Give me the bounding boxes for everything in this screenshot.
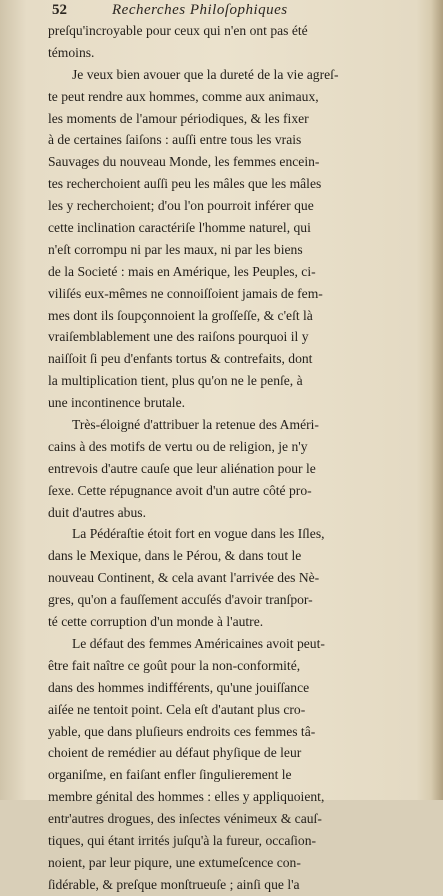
text-line: preſqu'incroyable pour ceux qui n'en ont pas été (48, 23, 308, 38)
text-line: choient de remédier au défaut phyſique de leur (48, 745, 302, 761)
text-line: té cette corruption d'un monde à l'autre. (48, 614, 264, 630)
text-line: vraiſemblablement une des raiſons pourquoi il y (48, 329, 309, 345)
text-line: à de certaines ſaiſons : auſſi entre tous les vrais (48, 132, 302, 148)
text-line: une incontinence brutale. (48, 395, 186, 411)
text-line: entrevois d'autre cauſe que leur aliénation pour le (48, 460, 316, 476)
text-line: tiques, qui étant irrités juſqu'à la fureur, occaſion- (48, 832, 317, 848)
text-line: viliſés eux-mêmes ne connoiſſoient jamais de fem- (48, 285, 323, 301)
text-line: dans le Mexique, dans le Pérou, & dans tout le (48, 548, 302, 564)
running-title: Recherches Philoſophiques (112, 2, 288, 18)
text-line: ſidérable, & preſque monſtrueuſe ; ainſi que l'a (48, 876, 300, 892)
text-line: te peut rendre aux hommes, comme aux animaux, (48, 88, 319, 104)
text-line: La Pédéraſtie étoit fort en vogue dans les Iſles, (72, 526, 325, 542)
text-line: entr'autres drogues, des inſectes vénimeux & cauſ- (48, 811, 322, 827)
text-line: la multiplication tient, plus qu'on ne le penſe, à (48, 373, 303, 389)
text-line: gres, qu'on a fauſſement accuſés d'avoir tranſpor- (48, 592, 313, 608)
text-line: de la Societé : mais en Amérique, les Peuples, ci- (48, 263, 316, 279)
text-line: Le défaut des femmes Américaines avoit peut- (72, 635, 325, 651)
text-line: cains à des motifs de vertu ou de religion, je n'y (48, 438, 308, 454)
text-line: noient, par leur piqure, une extumeſcence con- (48, 854, 301, 870)
text-line: témoins. (48, 44, 95, 60)
text-line: aiſée ne tentoit point. Cela eſt d'autant plus cro- (48, 701, 306, 717)
text-line: yable, que dans pluſieurs endroits ces femmes tâ- (48, 723, 316, 739)
text-line: n'eſt corrompu ni par les maux, ni par les biens (48, 241, 303, 257)
text-line: Sauvages du nouveau Monde, les femmes encein- (48, 154, 320, 170)
text-line: les y recherchoient; d'ou l'on pourroit inférer que (48, 198, 314, 214)
text-line: tes recherchoient auſſi peu les mâles que les mâles (48, 176, 322, 192)
text-line: être fait naître ce goût pour la non-conformité, (48, 657, 301, 673)
text-line: organiſme, en faiſant enfler ſingulierement le (48, 767, 292, 783)
text-line: Je veux bien avouer que la dureté de la vie agreſ- (72, 66, 339, 82)
page-number: 52 (52, 2, 67, 18)
body-text (48, 20, 438, 896)
text-line: mes dont ils ſoupçonnoient la groſſeſſe, & c'eſt là (48, 307, 313, 323)
text-line: les moments de l'amour périodiques, & les fixer (48, 110, 309, 126)
text-line: naiſſoit ſi peu d'enfants tortus & contrefaits, dont (48, 351, 313, 367)
text-line: duit d'autres abus. (48, 504, 146, 520)
text-line: membre génital des hommes : elles y appliquoient, (48, 789, 325, 805)
text-line: cette inclination caractériſe l'homme naturel, qui (48, 220, 311, 236)
text-line: ſexe. Cette répugnance avoit d'un autre côté pro- (48, 482, 312, 498)
text-line: nouveau Continent, & cela avant l'arrivée des Nè- (48, 570, 320, 586)
text-line: Très-éloigné d'attribuer la retenue des Améri- (72, 417, 319, 433)
text-line: dans des hommes indifférents, qu'une jouiſſance (48, 679, 310, 695)
